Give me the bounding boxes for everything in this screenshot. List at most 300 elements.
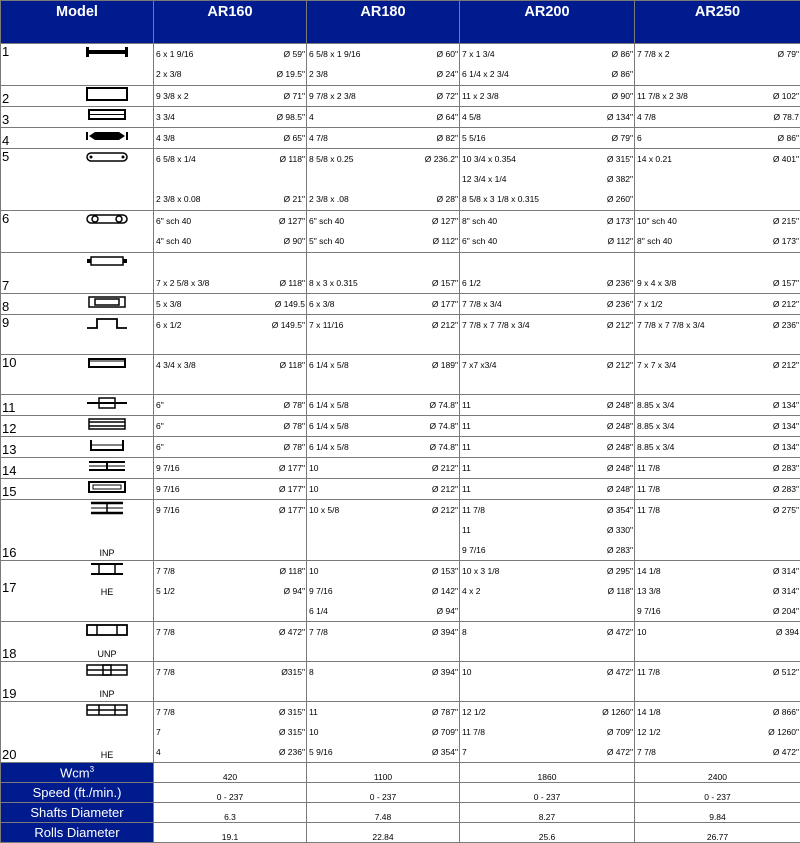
model-row bbox=[1, 294, 800, 315]
capacity-line bbox=[154, 86, 306, 106]
rect-tube-icon bbox=[81, 108, 133, 122]
min-diameter: Ø 709" bbox=[607, 722, 633, 742]
min-diameter: Ø 472" bbox=[279, 622, 305, 642]
min-diameter: Ø 212" bbox=[773, 355, 799, 375]
profile-type-label: INP bbox=[81, 689, 133, 699]
spec-value: 0 - 237 bbox=[154, 783, 307, 803]
capacity-cell bbox=[154, 416, 307, 437]
model-number: 7 bbox=[2, 279, 9, 292]
capacity-cell bbox=[635, 416, 800, 437]
model-cell bbox=[1, 355, 154, 395]
capacity-cell bbox=[635, 355, 800, 395]
profile-size: 6 bbox=[637, 128, 642, 148]
capacity-line bbox=[307, 44, 459, 64]
capacity-line bbox=[307, 355, 459, 375]
min-diameter: Ø 212" bbox=[773, 294, 799, 314]
capacity-line bbox=[635, 458, 800, 478]
model-number: 2 bbox=[2, 92, 9, 105]
min-diameter: Ø 787" bbox=[432, 702, 458, 722]
model-cell bbox=[1, 315, 154, 355]
model-row bbox=[1, 437, 800, 458]
profile-size: 7 7/8 x 2 bbox=[637, 44, 670, 64]
profile-size: 4 7/8 bbox=[309, 128, 328, 148]
profile-size: 9 7/16 bbox=[309, 581, 333, 601]
profile-size: 7 7/8 x 3/4 bbox=[462, 294, 502, 314]
capacity-line bbox=[307, 64, 459, 84]
profile-size: 11 7/8 bbox=[637, 500, 660, 520]
capacity-cell bbox=[635, 479, 800, 500]
profile-size: 5 9/16 bbox=[309, 742, 333, 762]
min-diameter: Ø 248" bbox=[607, 479, 633, 499]
capacity-cell bbox=[307, 86, 460, 107]
model-number: 14 bbox=[2, 464, 16, 477]
profile-size: 6" sch 40 bbox=[462, 231, 497, 251]
capacity-cell bbox=[154, 86, 307, 107]
model-number: 16 bbox=[2, 546, 16, 559]
min-diameter: Ø 118" bbox=[279, 273, 305, 293]
min-diameter: Ø 94" bbox=[284, 581, 305, 601]
min-diameter: Ø 512" bbox=[773, 662, 799, 682]
model-number: 6 bbox=[2, 212, 9, 225]
hat-section-icon bbox=[81, 316, 133, 330]
capacity-cell bbox=[460, 500, 635, 561]
model-cell bbox=[1, 416, 154, 437]
profile-size: 4 bbox=[156, 742, 161, 762]
rect-tube-thin-icon bbox=[81, 254, 133, 268]
capacity-line bbox=[635, 294, 800, 314]
min-diameter: Ø 78.7 bbox=[773, 107, 799, 127]
model-cell bbox=[1, 395, 154, 416]
profile-size: 10 x 3 1/8 bbox=[462, 561, 499, 581]
profile-size: 7 7/8 bbox=[156, 561, 175, 581]
profile-size: 12 1/2 bbox=[637, 722, 661, 742]
capacity-line bbox=[460, 479, 634, 499]
min-diameter: Ø 78" bbox=[284, 395, 305, 415]
capacity-cell bbox=[635, 315, 800, 355]
capacity-cell bbox=[154, 662, 307, 702]
profile-size: 8 bbox=[309, 662, 314, 682]
profile-size: 10" sch 40 bbox=[637, 211, 677, 231]
profile-size: 7 x 11/16 bbox=[309, 315, 343, 335]
spec-value: 6.3 bbox=[154, 803, 307, 823]
min-diameter: Ø 248" bbox=[607, 458, 633, 478]
capacity-cell bbox=[460, 44, 635, 86]
profile-size: 11 bbox=[462, 395, 471, 415]
capacity-line bbox=[635, 662, 800, 682]
capacity-cell bbox=[307, 479, 460, 500]
capacity-cell bbox=[635, 107, 800, 128]
capacity-line bbox=[154, 315, 306, 335]
capacity-cell bbox=[307, 355, 460, 395]
profile-size: 8" sch 40 bbox=[462, 211, 497, 231]
capacity-cell bbox=[154, 395, 307, 416]
capacity-line bbox=[460, 540, 634, 560]
min-diameter: Ø 354" bbox=[432, 742, 458, 762]
profile-size: 4 7/8 bbox=[637, 107, 656, 127]
profile-size: 6 1/4 x 5/8 bbox=[309, 395, 349, 415]
capacity-line bbox=[460, 64, 634, 84]
capacity-line bbox=[307, 107, 459, 127]
capacity-line bbox=[460, 315, 634, 335]
model-row bbox=[1, 500, 800, 561]
min-diameter: Ø 275" bbox=[773, 500, 799, 520]
double-channel-icon bbox=[81, 480, 133, 494]
profile-size: 6" bbox=[156, 416, 164, 436]
min-diameter: Ø 78" bbox=[284, 437, 305, 457]
capacity-line bbox=[307, 169, 459, 189]
capacity-line bbox=[154, 64, 306, 84]
min-diameter: Ø 86" bbox=[778, 128, 799, 148]
spec-row bbox=[1, 803, 800, 823]
profile-size: 7 7/8 x 7 7/8 x 3/4 bbox=[462, 315, 530, 335]
min-diameter: Ø 74.8" bbox=[429, 437, 458, 457]
capacity-line bbox=[154, 149, 306, 169]
min-diameter: Ø 19.5" bbox=[276, 64, 305, 84]
capacity-line bbox=[460, 395, 634, 415]
capacity-line bbox=[635, 273, 800, 293]
capacity-line bbox=[307, 662, 459, 682]
model-cell bbox=[1, 437, 154, 458]
min-diameter: Ø 90" bbox=[284, 231, 305, 251]
capacity-line bbox=[635, 128, 800, 148]
capacity-line bbox=[635, 581, 800, 601]
min-diameter: Ø 60" bbox=[437, 44, 458, 64]
min-diameter: Ø 236" bbox=[773, 315, 799, 335]
profile-size: 11 bbox=[462, 416, 471, 436]
min-diameter: Ø 118" bbox=[279, 149, 305, 169]
header-ar250: AR250 bbox=[635, 1, 800, 44]
profile-size: 7 x 7 x 3/4 bbox=[637, 355, 676, 375]
capacity-cell bbox=[307, 437, 460, 458]
capacity-line bbox=[154, 702, 306, 722]
profile-size: 7 x 1 3/4 bbox=[462, 44, 495, 64]
model-cell bbox=[1, 561, 154, 622]
tee-bar-icon bbox=[81, 396, 133, 410]
capacity-cell bbox=[154, 253, 307, 294]
profile-size: 6 1/4 x 5/8 bbox=[309, 437, 349, 457]
capacity-line bbox=[154, 622, 306, 642]
capacity-line bbox=[460, 622, 634, 642]
model-cell bbox=[1, 86, 154, 107]
capacity-line bbox=[635, 253, 800, 273]
unp-channel-icon bbox=[81, 623, 133, 637]
profile-size: 12 3/4 x 1/4 bbox=[462, 169, 506, 189]
min-diameter: Ø 65" bbox=[284, 128, 305, 148]
min-diameter: Ø 472" bbox=[607, 622, 633, 642]
capacity-line bbox=[307, 561, 459, 581]
profile-size: 6 1/2 bbox=[462, 273, 481, 293]
min-diameter: Ø 189" bbox=[432, 355, 458, 375]
min-diameter: Ø 173" bbox=[607, 211, 633, 231]
capacity-line bbox=[307, 722, 459, 742]
model-number: 19 bbox=[2, 687, 16, 700]
min-diameter: Ø 236.2" bbox=[425, 149, 458, 169]
model-cell bbox=[1, 149, 154, 211]
double-flat-icon bbox=[81, 417, 133, 431]
square-tube-icon bbox=[81, 87, 133, 101]
capacity-cell bbox=[460, 253, 635, 294]
capacity-cell bbox=[307, 500, 460, 561]
min-diameter: Ø 21" bbox=[284, 189, 305, 209]
capacity-line bbox=[307, 315, 459, 335]
capacity-line bbox=[307, 273, 459, 293]
profile-size: 11 7/8 bbox=[462, 500, 485, 520]
capacity-line bbox=[307, 128, 459, 148]
capacity-cell bbox=[154, 315, 307, 355]
min-diameter: Ø 86" bbox=[612, 64, 633, 84]
capacity-cell bbox=[635, 253, 800, 294]
capacity-cell bbox=[460, 561, 635, 622]
capacity-line bbox=[154, 44, 306, 64]
model-number: 11 bbox=[2, 401, 16, 414]
capacity-cell bbox=[460, 437, 635, 458]
min-diameter: Ø 64" bbox=[437, 107, 458, 127]
capacity-line bbox=[635, 702, 800, 722]
min-diameter: Ø 24" bbox=[437, 64, 458, 84]
capacity-cell bbox=[635, 395, 800, 416]
min-diameter: Ø 315" bbox=[279, 702, 305, 722]
model-row bbox=[1, 315, 800, 355]
profile-size: 8.85 x 3/4 bbox=[637, 416, 674, 436]
profile-size: 9 7/16 bbox=[156, 479, 180, 499]
hex-bar-icon bbox=[81, 129, 133, 143]
capacity-line bbox=[460, 500, 634, 520]
min-diameter: Ø 134" bbox=[773, 437, 799, 457]
capacity-line bbox=[154, 231, 306, 251]
capacity-cell bbox=[154, 437, 307, 458]
capacity-cell bbox=[635, 149, 800, 211]
capacity-cell bbox=[154, 355, 307, 395]
profile-size: 6" sch 40 bbox=[309, 211, 344, 231]
capacity-line bbox=[154, 128, 306, 148]
profile-size: 7 bbox=[462, 742, 467, 762]
model-cell bbox=[1, 622, 154, 662]
min-diameter: Ø 472" bbox=[607, 742, 633, 762]
inp-beam-icon bbox=[81, 501, 133, 515]
profile-size: 6 1/4 x 5/8 bbox=[309, 416, 349, 436]
model-cell bbox=[1, 107, 154, 128]
capacity-line bbox=[460, 416, 634, 436]
spec-label bbox=[1, 803, 154, 823]
profile-size: 7 7/8 x 7 7/8 x 3/4 bbox=[637, 315, 705, 335]
min-diameter: Ø 127" bbox=[432, 211, 458, 231]
profile-size: 2 3/8 bbox=[309, 64, 328, 84]
profile-size: 6 x 3/8 bbox=[309, 294, 335, 314]
capacity-line bbox=[307, 500, 459, 520]
inp-beam-rolled-icon bbox=[81, 663, 133, 677]
capacity-cell bbox=[460, 107, 635, 128]
min-diameter: Ø 79" bbox=[778, 44, 799, 64]
header-ar200: AR200 bbox=[460, 1, 635, 44]
min-diameter: Ø 157" bbox=[432, 273, 458, 293]
min-diameter: Ø 79" bbox=[612, 128, 633, 148]
capacity-line bbox=[460, 662, 634, 682]
capacity-line bbox=[307, 294, 459, 314]
capacity-line bbox=[307, 622, 459, 642]
spec-label bbox=[1, 823, 154, 843]
min-diameter: Ø 212" bbox=[607, 355, 633, 375]
capacity-line bbox=[307, 189, 459, 209]
min-diameter: Ø 134" bbox=[773, 416, 799, 436]
profile-size: 8.85 x 3/4 bbox=[637, 437, 674, 457]
min-diameter: Ø 212" bbox=[432, 315, 458, 335]
model-row bbox=[1, 44, 800, 86]
capacity-line bbox=[307, 416, 459, 436]
profile-size: 14 1/8 bbox=[637, 702, 661, 722]
header-row bbox=[1, 1, 800, 44]
capacity-line bbox=[154, 479, 306, 499]
spec-value: 0 - 237 bbox=[635, 783, 800, 803]
capacity-cell bbox=[635, 622, 800, 662]
model-cell bbox=[1, 479, 154, 500]
min-diameter: Ø 212" bbox=[607, 315, 633, 335]
model-number: 15 bbox=[2, 485, 16, 498]
capacity-cell bbox=[307, 395, 460, 416]
min-diameter: Ø 314" bbox=[773, 561, 799, 581]
capacity-line bbox=[154, 395, 306, 415]
min-diameter: Ø 382" bbox=[607, 169, 633, 189]
profile-size: 4" sch 40 bbox=[156, 231, 191, 251]
spec-value: 8.27 bbox=[460, 803, 635, 823]
header-ar160: AR160 bbox=[154, 1, 307, 44]
min-diameter: Ø 212" bbox=[432, 500, 458, 520]
profile-size: 5 1/2 bbox=[156, 581, 175, 601]
capacity-cell bbox=[635, 86, 800, 107]
capacity-cell bbox=[154, 44, 307, 86]
model-number: 10 bbox=[2, 356, 16, 369]
capacity-line bbox=[635, 86, 800, 106]
spec-label-text: Speed (ft./min.) bbox=[33, 785, 122, 800]
profile-size: 7 x 1/2 bbox=[637, 294, 663, 314]
spec-label-text: Shafts Diameter bbox=[30, 805, 123, 820]
capacity-line bbox=[307, 211, 459, 231]
min-diameter: Ø 215" bbox=[773, 211, 799, 231]
min-diameter: Ø 283" bbox=[773, 479, 799, 499]
min-diameter: Ø 236" bbox=[607, 294, 633, 314]
profile-size: 8 x 3 x 0.315 bbox=[309, 273, 358, 293]
header-ar180: AR180 bbox=[307, 1, 460, 44]
profile-size: 11 bbox=[462, 520, 471, 540]
capacity-cell bbox=[635, 458, 800, 479]
profile-size: 5 5/16 bbox=[462, 128, 486, 148]
spec-value: 25.6 bbox=[460, 823, 635, 843]
profile-size: 5" sch 40 bbox=[309, 231, 344, 251]
profile-size: 7 7/8 bbox=[156, 622, 175, 642]
capacity-line bbox=[154, 107, 306, 127]
min-diameter: Ø 72" bbox=[437, 86, 458, 106]
min-diameter: Ø 127" bbox=[279, 211, 305, 231]
profile-size: 2 3/8 x .08 bbox=[309, 189, 349, 209]
min-diameter: Ø 149.5" bbox=[272, 315, 305, 335]
min-diameter: Ø 177" bbox=[279, 479, 305, 499]
capacity-cell bbox=[635, 561, 800, 622]
model-number: 5 bbox=[2, 150, 9, 163]
profile-size: 8 bbox=[462, 622, 467, 642]
profile-size: 4 x 2 bbox=[462, 581, 480, 601]
model-row bbox=[1, 355, 800, 395]
capacity-line bbox=[307, 479, 459, 499]
min-diameter: Ø 74.8" bbox=[429, 416, 458, 436]
capacity-cell bbox=[460, 702, 635, 763]
capacity-line bbox=[635, 44, 800, 64]
min-diameter: Ø 71" bbox=[284, 86, 305, 106]
spec-value: 420 bbox=[154, 763, 307, 783]
capacity-line bbox=[460, 294, 634, 314]
spec-row bbox=[1, 823, 800, 843]
min-diameter: Ø 102" bbox=[773, 86, 799, 106]
flat-channel-icon bbox=[81, 356, 133, 370]
spec-value: 2400 bbox=[635, 763, 800, 783]
profile-size: 11 7/8 bbox=[637, 662, 660, 682]
spec-label bbox=[1, 763, 154, 783]
capacity-line bbox=[635, 395, 800, 415]
profile-size: 2 x 3/8 bbox=[156, 64, 182, 84]
min-diameter: Ø 248" bbox=[607, 416, 633, 436]
model-number: 3 bbox=[2, 113, 9, 126]
capacity-line bbox=[460, 702, 634, 722]
min-diameter: Ø 157" bbox=[773, 273, 799, 293]
profile-size: 9 3/8 x 2 bbox=[156, 86, 189, 106]
capacity-line bbox=[635, 315, 800, 335]
profile-size: 6 5/8 x 1/4 bbox=[156, 149, 196, 169]
min-diameter: Ø 314" bbox=[773, 581, 799, 601]
capacity-line bbox=[460, 149, 634, 169]
profile-size: 14 1/8 bbox=[637, 561, 661, 581]
capacity-line bbox=[307, 253, 459, 273]
model-row bbox=[1, 149, 800, 211]
profile-size: 4 5/8 bbox=[462, 107, 481, 127]
profile-type-label: HE bbox=[81, 587, 133, 597]
profile-size: 6 x 1 9/16 bbox=[156, 44, 193, 64]
model-row bbox=[1, 479, 800, 500]
i-beam-flat-icon bbox=[81, 459, 133, 473]
capacity-line bbox=[154, 253, 306, 273]
model-number: 12 bbox=[2, 422, 16, 435]
min-diameter: Ø 134" bbox=[773, 395, 799, 415]
profile-size: 8.85 x 3/4 bbox=[637, 395, 674, 415]
capacity-cell bbox=[154, 479, 307, 500]
model-cell bbox=[1, 253, 154, 294]
profile-size: 9 7/16 bbox=[637, 601, 661, 621]
capacity-cell bbox=[635, 702, 800, 763]
min-diameter: Ø 283" bbox=[607, 540, 633, 560]
profile-size: 7 7/8 bbox=[637, 742, 656, 762]
capacity-cell bbox=[635, 211, 800, 253]
capacity-line bbox=[460, 561, 634, 581]
min-diameter: Ø 98.5" bbox=[276, 107, 305, 127]
capacity-line bbox=[460, 581, 634, 601]
capacity-cell bbox=[635, 294, 800, 315]
min-diameter: Ø 112" bbox=[432, 231, 458, 251]
capacity-line bbox=[460, 169, 634, 189]
capacity-line bbox=[635, 355, 800, 375]
spec-value: 1100 bbox=[307, 763, 460, 783]
profile-size: 10 bbox=[309, 458, 318, 478]
min-diameter: Ø 260" bbox=[607, 189, 633, 209]
spec-value: 26.77 bbox=[635, 823, 800, 843]
capacity-line bbox=[307, 86, 459, 106]
capacity-line bbox=[460, 520, 634, 540]
profile-size: 11 7/8 bbox=[462, 722, 485, 742]
capacity-line bbox=[154, 355, 306, 375]
capacity-line bbox=[460, 44, 634, 64]
profile-type-label: INP bbox=[81, 548, 133, 558]
profile-size: 4 3/4 x 3/8 bbox=[156, 355, 196, 375]
model-row bbox=[1, 128, 800, 149]
min-diameter: Ø 212" bbox=[432, 458, 458, 478]
capacity-line bbox=[154, 416, 306, 436]
profile-size: 11 7/8 bbox=[637, 458, 660, 478]
